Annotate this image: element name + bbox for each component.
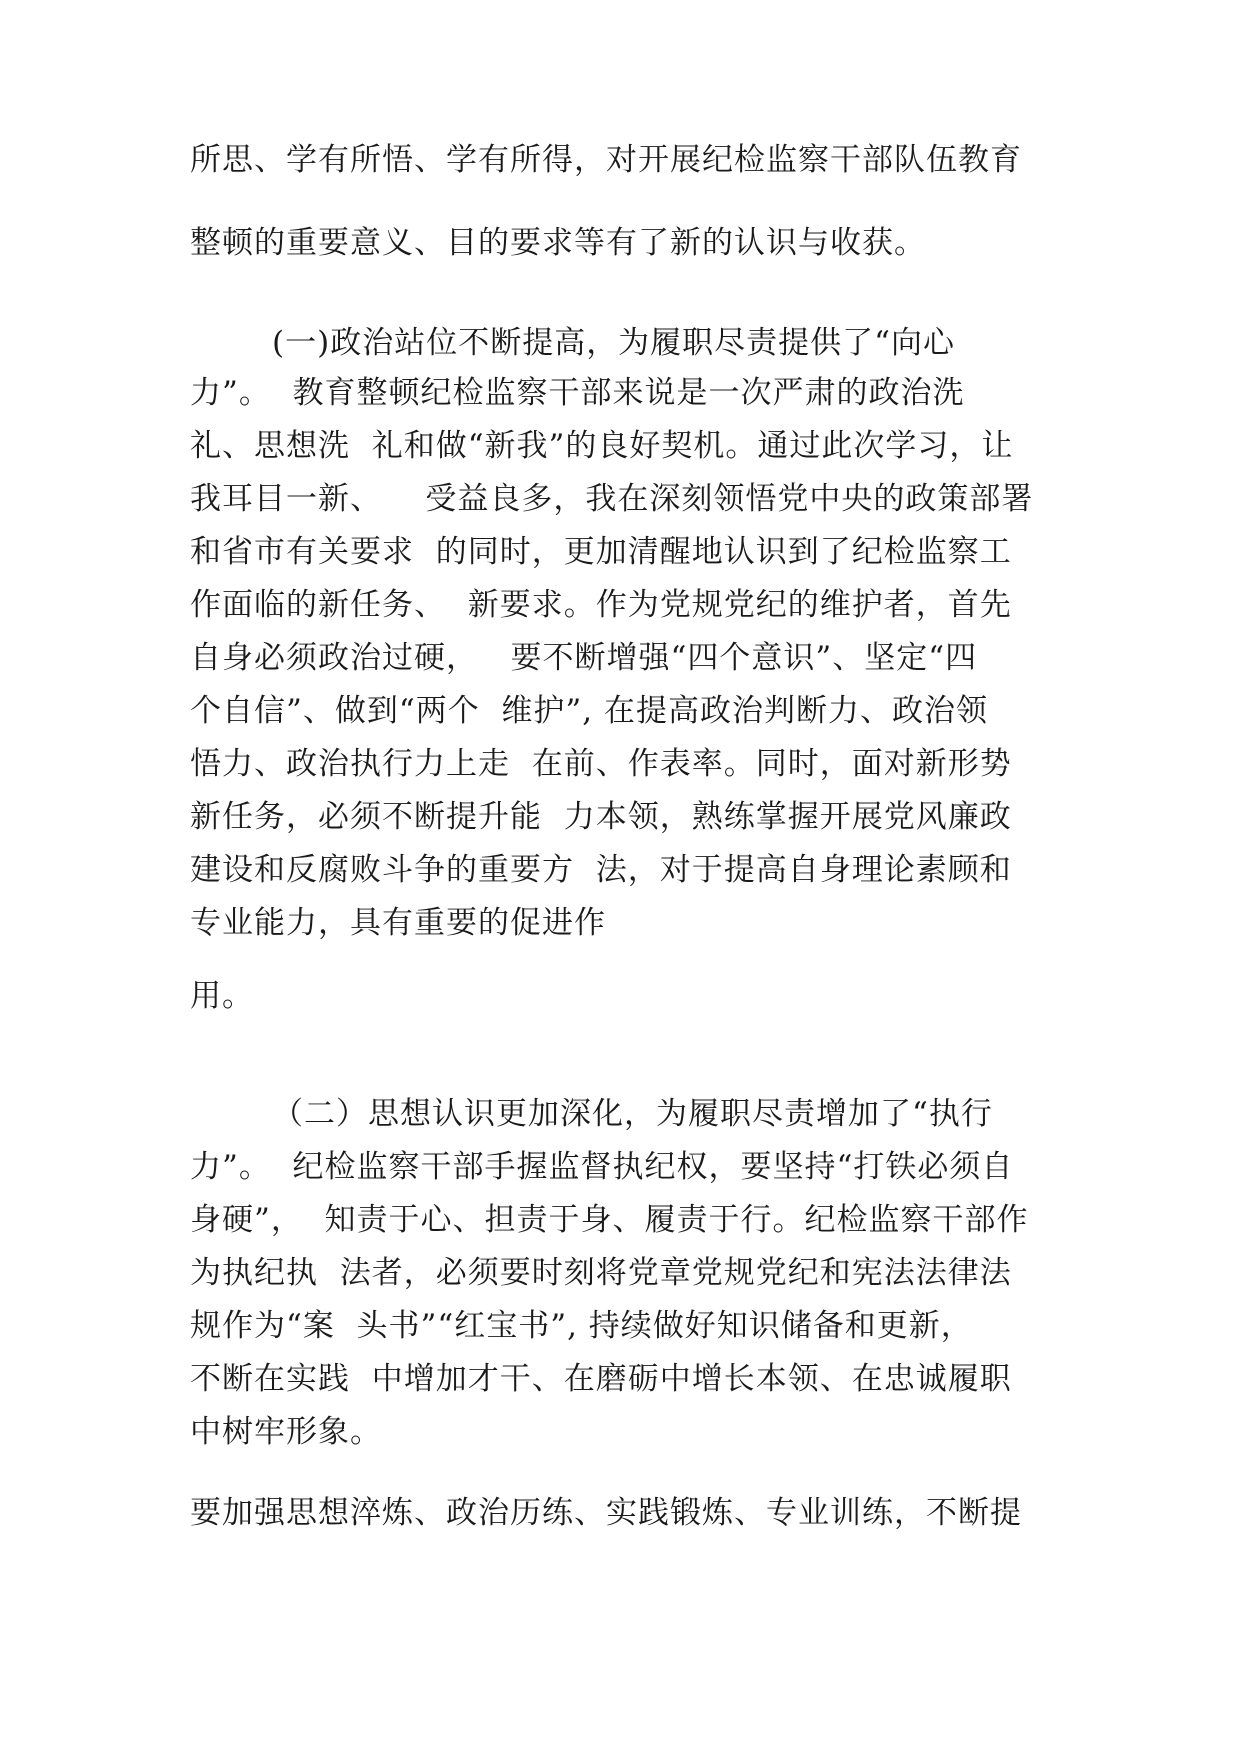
- text-line: 新任务，必须不断提升能 力本领，熟练掌握开展党风廉政: [190, 799, 1012, 835]
- text-line: 礼、思想洗 礼和做“新我”的良好契机。通过此次学习，让: [190, 428, 1014, 464]
- text-line: 整顿的重要意义、目的要求等有了新的认识与收获。: [190, 225, 926, 261]
- text-line: 不断在实践 中增加才干、在磨砺中增长本领、在忠诚履职: [190, 1361, 1012, 1397]
- text-line: 所思、学有所悟、学有所得，对开展纪检监察干部队伍教育: [190, 142, 1022, 178]
- text-line: 自身必须政治过硬， 要不断增强“四个意识”、坚定“四: [190, 640, 978, 676]
- section-2-heading-line: （二）思想认识更加深化，为履职尽责增加了“执行: [272, 1096, 993, 1132]
- text-line: 作面临的新任务、 新要求。作为党规党纪的维护者，首先: [190, 587, 1012, 623]
- text-line: 力”。 纪检监察干部手握监督执纪权，要坚持“打铁必须自: [190, 1149, 1014, 1185]
- text-line: 建设和反腐败斗争的重要方 法，对于提高自身理论素顾和: [190, 852, 1012, 888]
- text-line: 悟力、政治执行力上走 在前、作表率。同时，面对新形势: [190, 746, 1012, 782]
- text-line: 我耳目一新、 受益良多，我在深刻领悟党中央的政策部署: [190, 481, 1034, 517]
- text-line: 个自信”、做到“两个 维护”, 在提高政治判断力、政治领: [190, 693, 988, 729]
- text-line: 要加强思想淬炼、政治历练、实践锻炼、专业训练，不断提: [190, 1495, 1022, 1531]
- text-line: 和省市有关要求 的同时，更加清醒地认识到了纪检监察工: [190, 534, 1012, 570]
- text-line: 用。: [190, 978, 254, 1014]
- text-line: 中树牢形象。: [190, 1414, 382, 1450]
- text-line: 为执纪执 法者，必须要时刻将党章党规党纪和宪法法律法: [190, 1255, 1012, 1291]
- text-line: 规作为“案 头书”“红宝书”, 持续做好知识储备和更新，: [190, 1308, 973, 1344]
- section-1-heading-line: (一)政治站位不断提高，为履职尽责提供了“向心: [272, 325, 956, 361]
- text-line: 身硬”， 知责于心、担责于身、履责于行。纪检监察干部作: [190, 1202, 1029, 1238]
- text-line: 专业能力，具有重要的促进作: [190, 905, 606, 941]
- text-line: 力”。 教育整顿纪检监察干部来说是一次严肃的政治洗: [190, 375, 965, 411]
